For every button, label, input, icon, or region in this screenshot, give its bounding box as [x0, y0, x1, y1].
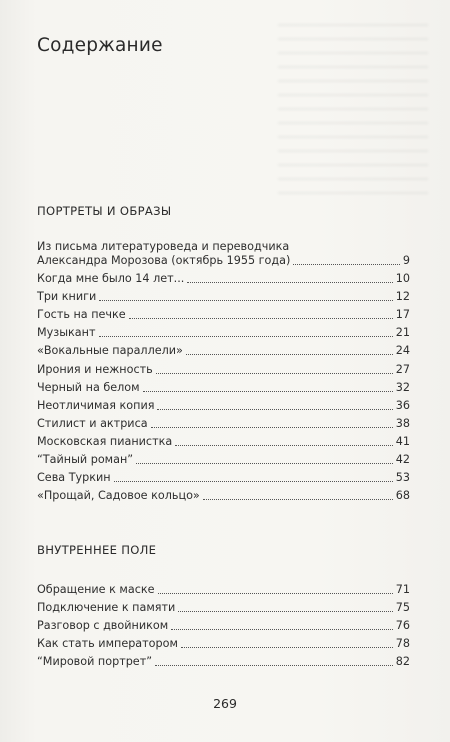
dot-leader	[114, 481, 393, 482]
toc-entry-page: 17	[395, 308, 410, 322]
toc-entry[interactable]	[37, 637, 410, 651]
toc-entry-title: Стилист и актриса	[37, 416, 148, 430]
toc-entry[interactable]	[37, 381, 410, 395]
dot-leader	[203, 499, 393, 500]
toc-entry-title: Как стать императором	[37, 637, 178, 651]
toc-entry-page: 21	[395, 326, 410, 340]
toc-entry[interactable]	[37, 619, 410, 633]
dot-leader	[178, 611, 392, 612]
dot-leader	[129, 318, 393, 319]
toc-entry[interactable]	[37, 240, 410, 268]
toc-entry-page: 41	[395, 434, 410, 448]
dot-leader	[158, 593, 393, 594]
toc-entry-title: «Вокальные параллели»	[37, 344, 183, 358]
toc-entry-page: 82	[395, 655, 410, 669]
toc-entry-page: 75	[395, 601, 410, 615]
toc-entry[interactable]	[37, 453, 410, 467]
dot-leader	[136, 463, 393, 464]
toc-entry[interactable]	[37, 308, 410, 322]
toc-entry[interactable]	[37, 290, 410, 304]
toc-entry[interactable]	[37, 471, 410, 485]
toc-entry[interactable]	[37, 601, 410, 615]
toc-entry-title: Ирония и нежность	[37, 362, 153, 376]
toc-entry-page: 78	[395, 637, 410, 651]
dot-leader	[171, 629, 393, 630]
toc-entry-title: Сева Туркин	[37, 471, 111, 485]
toc-entry[interactable]	[37, 435, 410, 449]
dot-leader	[99, 300, 392, 301]
dot-leader	[155, 665, 393, 666]
toc-entry-title: Неотличимая копия	[37, 398, 155, 412]
toc-entry-title: Черный на белом	[37, 380, 140, 394]
page-title: Содержание	[37, 35, 163, 56]
toc-entry-title: Московская пианистка	[37, 434, 173, 448]
toc-entry-page: 71	[395, 583, 410, 596]
toc-entry-title: Обращение к маске	[37, 583, 155, 596]
dot-leader	[143, 391, 393, 392]
section-heading-portraits: ПОРТРЕТЫ И ОБРАЗЫ	[37, 204, 172, 218]
toc-list-portraits	[37, 240, 410, 507]
toc-entry-page: 27	[395, 362, 410, 376]
dot-leader	[99, 336, 393, 337]
toc-entry-page: 9	[402, 254, 410, 267]
dot-leader	[293, 264, 400, 265]
toc-entry-title: «Прощай, Садовое кольцо»	[37, 489, 200, 503]
dot-leader	[151, 427, 393, 428]
toc-entry-page: 53	[395, 471, 410, 485]
section-heading-inner-field: ВНУТРЕННЕЕ ПОЛЕ	[37, 543, 157, 557]
dot-leader	[186, 354, 393, 355]
toc-entry[interactable]	[37, 272, 410, 286]
toc-entry-page: 38	[395, 416, 410, 430]
toc-entry-page: 24	[395, 344, 410, 358]
toc-entry-title: Подключение к памяти	[37, 601, 176, 615]
toc-entry-title: Три книги	[37, 290, 97, 304]
toc-entry[interactable]	[37, 326, 410, 340]
toc-entry-title: Когда мне было 14 лет...	[37, 272, 185, 286]
toc-entry-page: 68	[395, 489, 410, 503]
toc-entry-title: “Тайный роман”	[37, 453, 134, 467]
page-number: 269	[213, 696, 237, 711]
toc-entry-page: 32	[395, 380, 410, 394]
dot-leader	[156, 373, 393, 374]
dot-leader	[181, 647, 393, 648]
toc-entry[interactable]	[37, 363, 410, 377]
toc-entry[interactable]	[37, 655, 410, 669]
toc-entry[interactable]	[37, 399, 410, 413]
toc-entry-title-line1: Из письма литературоведа и переводчика	[37, 240, 290, 253]
toc-entry-page: 76	[395, 619, 410, 633]
toc-entry[interactable]	[37, 417, 410, 431]
toc-entry-title: Александра Морозова (октябрь 1955 года)	[37, 254, 291, 267]
toc-entry[interactable]	[37, 344, 410, 358]
dot-leader	[187, 282, 392, 283]
toc-entry-title: Гость на печке	[37, 308, 126, 322]
toc-list-inner-field	[37, 583, 410, 673]
toc-entry[interactable]	[37, 489, 410, 503]
toc-entry-page: 12	[395, 290, 410, 304]
toc-entry-title: Музыкант	[37, 326, 96, 340]
toc-entry-page: 42	[395, 453, 410, 467]
toc-entry-title: Разговор с двойником	[37, 619, 169, 633]
toc-entry-page: 10	[395, 272, 410, 286]
dot-leader	[157, 409, 392, 410]
toc-entry-page: 36	[395, 398, 410, 412]
toc-entry[interactable]	[37, 583, 410, 597]
facing-page-show-through	[278, 24, 428, 194]
toc-entry-title: “Мировой портрет”	[37, 655, 153, 669]
dot-leader	[175, 445, 393, 446]
